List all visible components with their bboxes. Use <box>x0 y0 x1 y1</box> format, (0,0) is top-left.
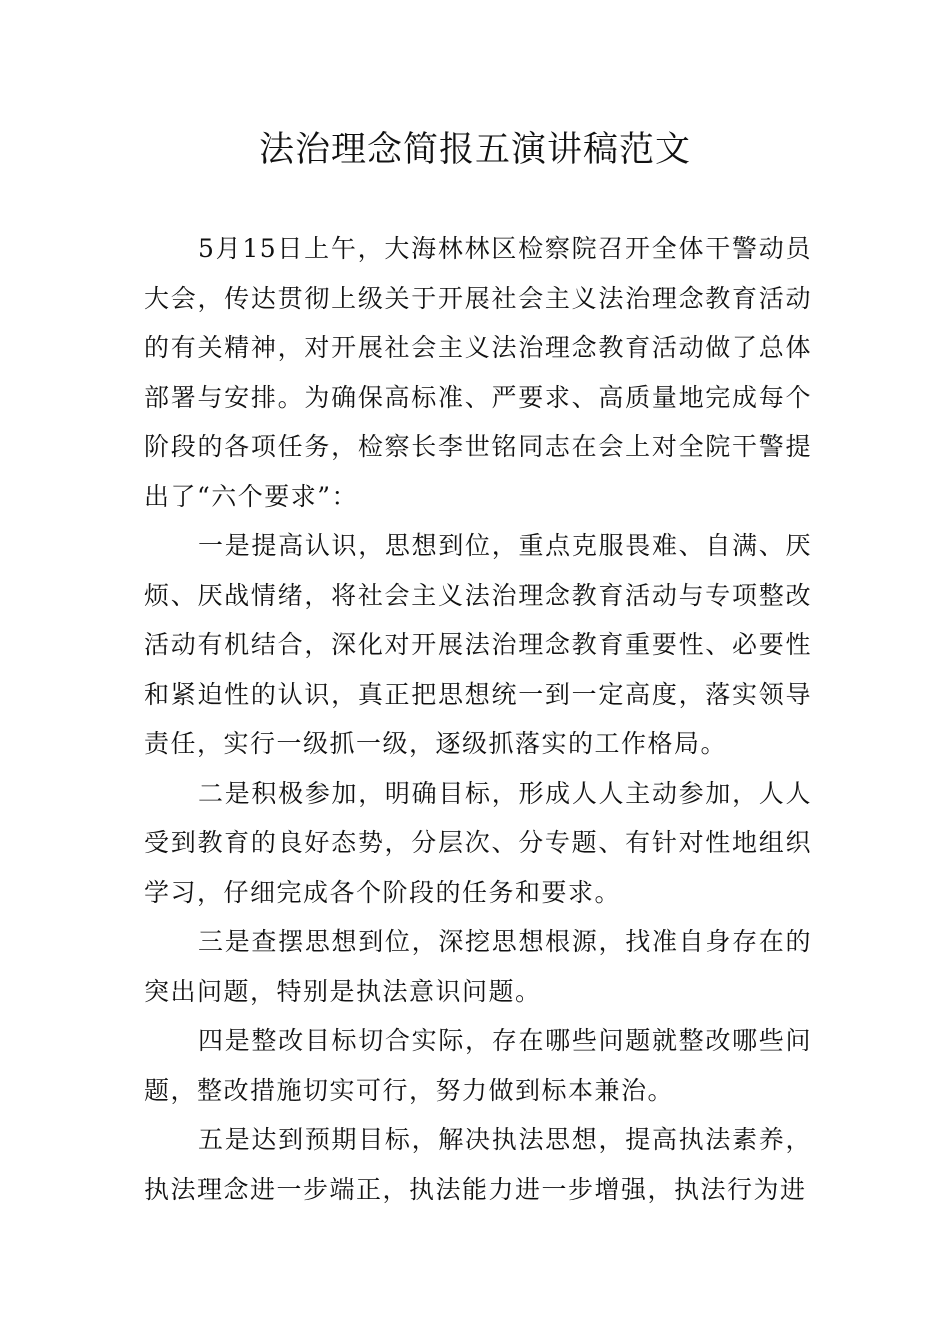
document-body <box>144 224 812 1214</box>
paragraph-requirement-2: 二是积极参加，明确目标，形成人人主动参加，人人受到教育的良好态势，分层次、分专题、有针对性地组织学习，仔细完成各个阶段的任务和要求。 <box>144 778 812 907</box>
paragraph-intro: 5月15日上午，大海林林区检察院召开全体干警动员大会，传达贯彻上级关于开展社会主义法治理念教育活动的有关精神，对开展社会主义法治理念教育活动做了总体部署与安排。为确保高标准、严要求、高质量地完成每个阶段的各项任务，检察长李世铭同志在会上对全院干警提出了“六个要求”： <box>144 234 812 511</box>
paragraph-requirement-5: 五是达到预期目标，解决执法思想，提高执法素养，执法理念进一步端正，执法能力进一步增强，执法行为进 <box>144 1125 812 1204</box>
paragraph-requirement-1: 一是提高认识，思想到位，重点克服畏难、自满、厌烦、厌战情绪，将社会主义法治理念教育活动与专项整改活动有机结合，深化对开展法治理念教育重要性、必要性和紧迫性的认识，真正把思想统一到一定高度，落实领导责任，实行一级抓一级，逐级抓落实的工作格局。 <box>144 531 812 758</box>
paragraph-requirement-4: 四是整改目标切合实际，存在哪些问题就整改哪些问题，整改措施切实可行，努力做到标本兼治。 <box>144 1026 812 1105</box>
document-title: 法治理念简报五演讲稿范文 <box>258 130 691 170</box>
paragraph-requirement-3: 三是查摆思想到位，深挖思想根源，找准自身存在的突出问题，特别是执法意识问题。 <box>144 927 812 1006</box>
